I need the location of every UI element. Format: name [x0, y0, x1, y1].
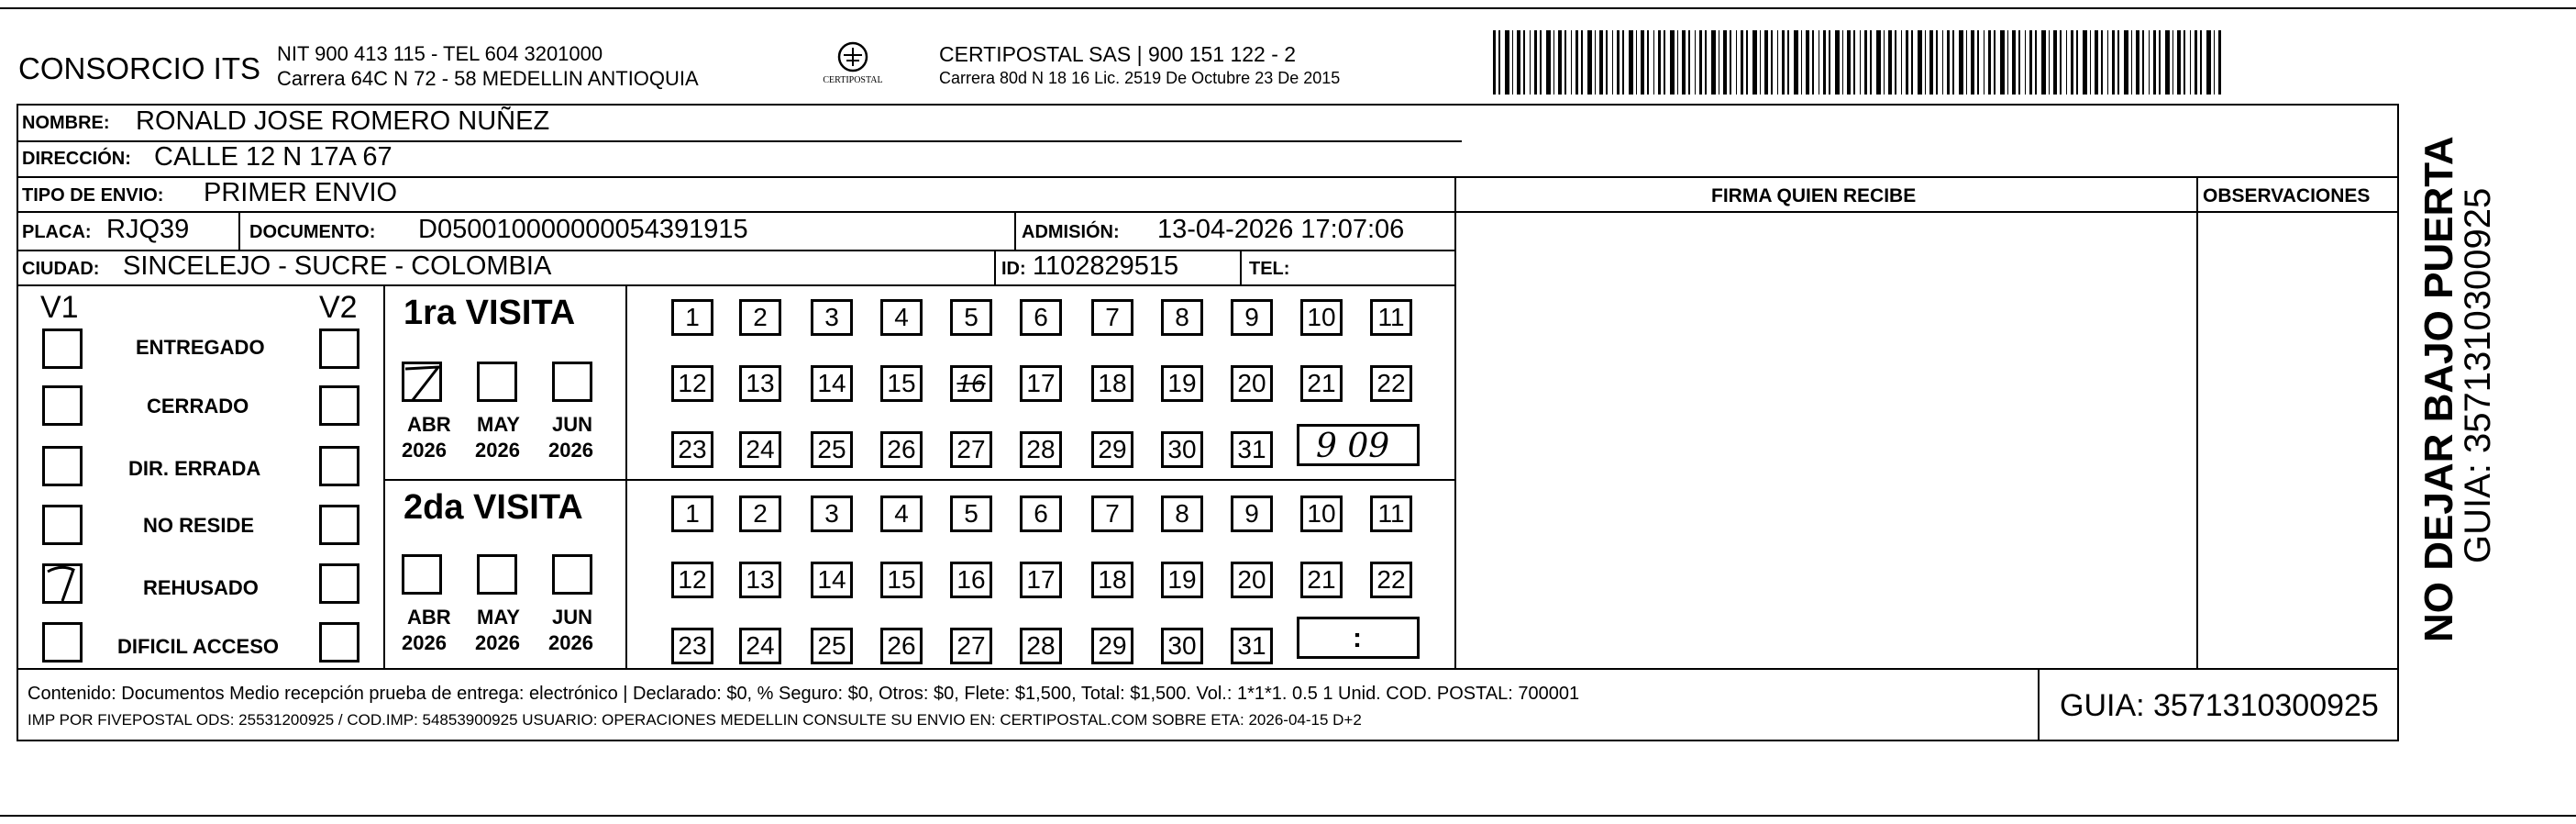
admission-date: 13-04-2026 17:07:06 — [1157, 215, 1405, 244]
v2-checkbox-rehusado[interactable] — [319, 563, 359, 604]
observations-header: OBSERVACIONES — [2203, 185, 2371, 206]
visit2-day-2[interactable]: 2 — [739, 496, 781, 532]
carrier-name: CERTIPOSTAL SAS | 900 151 122 - 2 — [939, 42, 1297, 66]
visit2-time: : — [1353, 623, 1362, 653]
city: SINCELEJO - SUCRE - COLOMBIA — [123, 251, 552, 281]
visit1-day-5[interactable]: 5 — [950, 299, 992, 336]
visit1-time: 9 09 — [1316, 428, 1390, 465]
status-label-dificil-acceso: DIFICIL ACCESO — [117, 635, 280, 658]
v1-checkbox-entregado[interactable] — [42, 328, 83, 369]
document-number: D050010000000054391915 — [418, 215, 748, 244]
visit1-month-abr-checkbox[interactable] — [402, 362, 442, 402]
visit1-day-25[interactable]: 25 — [811, 431, 853, 468]
visit2-day-9[interactable]: 9 — [1231, 496, 1273, 532]
side-guia: GUIA: 3571310300925 — [2458, 187, 2498, 563]
row-line — [17, 284, 1456, 286]
visit1-day-10[interactable]: 10 — [1300, 299, 1343, 336]
visit1-day-4[interactable]: 4 — [880, 299, 923, 336]
visit1-day-3[interactable]: 3 — [811, 299, 853, 336]
bottom-rule — [0, 815, 2576, 817]
visit2-month-abr-checkbox[interactable] — [402, 554, 442, 595]
status-label-no-reside: NO RESIDE — [143, 514, 255, 537]
visit1-day-22[interactable]: 22 — [1370, 365, 1412, 402]
visit2-day-18[interactable]: 18 — [1091, 562, 1133, 598]
recipient-name: RONALD JOSE ROMERO NUÑEZ — [136, 106, 550, 136]
name-label: NOMBRE: — [22, 113, 110, 133]
visit2-day-20[interactable]: 20 — [1231, 562, 1273, 598]
visit1-year-jun: 2026 — [548, 439, 593, 462]
visit1-day-14[interactable]: 14 — [811, 365, 853, 402]
visit2-month-may-checkbox[interactable] — [477, 554, 517, 595]
visit1-day-17[interactable]: 17 — [1020, 365, 1062, 402]
visit2-day-19[interactable]: 19 — [1161, 562, 1203, 598]
address-label: DIRECCIÓN: — [22, 149, 131, 169]
visit2-day-11[interactable]: 11 — [1370, 496, 1412, 532]
visit1-day-24[interactable]: 24 — [739, 431, 781, 468]
visit1-title: 1ra VISITA — [404, 294, 576, 332]
certipostal-logo — [816, 40, 890, 94]
handwritten-mark-icon — [42, 561, 79, 601]
visit2-month-jun-checkbox[interactable] — [552, 554, 592, 595]
plate-label: PLACA: — [22, 222, 92, 242]
visit1-month-jun-checkbox[interactable] — [552, 362, 592, 402]
footer-line2: IMP POR FIVEPOSTAL ODS: 25531200925 / COD.IMP: 54853900925 USUARIO: OPERACIONES MEDELLIN CONSULTE SU ENVIO EN: CERTIPOSTAL.COM SOBRE ETA: 2026-04-15 D+2 — [28, 711, 1362, 729]
visit1-day-8[interactable]: 8 — [1161, 299, 1203, 336]
visit1-day-21[interactable]: 21 — [1300, 365, 1343, 402]
visit2-year-abr: 2026 — [402, 631, 447, 654]
visit1-day-30[interactable]: 30 — [1161, 431, 1203, 468]
visit2-day-31[interactable]: 31 — [1231, 628, 1273, 664]
visit2-day-25[interactable]: 25 — [811, 628, 853, 664]
status-label-entregado: ENTREGADO — [136, 336, 265, 359]
visit1-year-abr: 2026 — [402, 439, 447, 462]
visit1-day-19[interactable]: 19 — [1161, 365, 1203, 402]
company-name: CONSORCIO ITS — [18, 51, 261, 85]
visit2-day-15[interactable]: 15 — [880, 562, 923, 598]
side-warning: NO DEJAR BAJO PUERTA — [2416, 136, 2461, 642]
visit2-day-30[interactable]: 30 — [1161, 628, 1203, 664]
visit1-day-31[interactable]: 31 — [1231, 431, 1273, 468]
status-label-rehusado: REHUSADO — [143, 576, 259, 599]
visit2-year-jun: 2026 — [548, 631, 593, 654]
signature-col-left — [1454, 176, 1456, 668]
visit2-day-16[interactable]: 16 — [950, 562, 992, 598]
svg-text:CERTIPOSTAL: CERTIPOSTAL — [823, 75, 883, 85]
v2-checkbox-dir-errada[interactable] — [319, 446, 359, 486]
visit1-day-9[interactable]: 9 — [1231, 299, 1273, 336]
recipient-address: CALLE 12 N 17A 67 — [154, 142, 392, 172]
handwritten-check-icon — [402, 362, 442, 402]
admission-label: ADMISIÓN: — [1022, 222, 1120, 242]
visit2-day-6[interactable]: 6 — [1020, 496, 1062, 532]
visit2-day-10[interactable]: 10 — [1300, 496, 1343, 532]
visit1-month-abr: ABR — [407, 413, 451, 436]
top-rule — [0, 7, 2576, 9]
v1-checkbox-dificil-acceso[interactable] — [42, 622, 83, 663]
visit1-day-18[interactable]: 18 — [1091, 365, 1133, 402]
v1-checkbox-cerrado[interactable] — [42, 385, 83, 426]
v1-checkbox-no-reside[interactable] — [42, 505, 83, 545]
visit1-year-may: 2026 — [475, 439, 520, 462]
visit1-day-29[interactable]: 29 — [1091, 431, 1133, 468]
status-label-dir-errada: DIR. ERRADA — [128, 457, 261, 480]
v2-checkbox-dificil-acceso[interactable] — [319, 622, 359, 663]
visit2-day-24[interactable]: 24 — [739, 628, 781, 664]
visit1-day-27[interactable]: 27 — [950, 431, 992, 468]
company-address: Carrera 64C N 72 - 58 MEDELLIN ANTIOQUIA — [277, 67, 699, 90]
shipping-type: PRIMER ENVIO — [204, 178, 398, 207]
carrier-address: Carrera 80d N 18 16 Lic. 2519 De Octubre 23 De 2015 — [939, 69, 1341, 87]
visit1-day-2[interactable]: 2 — [739, 299, 781, 336]
barcode — [1493, 30, 2221, 95]
visit1-day-28[interactable]: 28 — [1020, 431, 1062, 468]
visit1-day-26[interactable]: 26 — [880, 431, 923, 468]
visit2-day-21[interactable]: 21 — [1300, 562, 1343, 598]
visit2-day-5[interactable]: 5 — [950, 496, 992, 532]
visit1-day-6[interactable]: 6 — [1020, 299, 1062, 336]
visit2-year-may: 2026 — [475, 631, 520, 654]
v1-checkbox-rehusado[interactable] — [42, 563, 83, 604]
shipping-type-label: TIPO DE ENVIO: — [22, 185, 164, 206]
visit1-day-7[interactable]: 7 — [1091, 299, 1133, 336]
visit2-day-26[interactable]: 26 — [880, 628, 923, 664]
city-label: CIUDAD: — [22, 259, 100, 279]
visit2-day-13[interactable]: 13 — [739, 562, 781, 598]
v2-checkbox-cerrado[interactable] — [319, 385, 359, 426]
visit1-day-11[interactable]: 11 — [1370, 299, 1412, 336]
visit2-day-7[interactable]: 7 — [1091, 496, 1133, 532]
visit2-day-22[interactable]: 22 — [1370, 562, 1412, 598]
visit2-day-1[interactable]: 1 — [671, 496, 713, 532]
v2-checkbox-entregado[interactable] — [319, 328, 359, 369]
month-divider — [625, 284, 627, 668]
visit2-day-12[interactable]: 12 — [671, 562, 713, 598]
cell-divider — [1014, 211, 1016, 250]
visit1-month-may: MAY — [477, 413, 520, 436]
v2-checkbox-no-reside[interactable] — [319, 505, 359, 545]
visit1-day-20[interactable]: 20 — [1231, 365, 1273, 402]
id-label: ID: — [1001, 259, 1026, 279]
tel-label: TEL: — [1249, 259, 1290, 279]
cell-divider — [1240, 250, 1242, 284]
v1-header: V1 — [40, 290, 79, 325]
visit2-day-28[interactable]: 28 — [1020, 628, 1062, 664]
visit1-month-jun: JUN — [552, 413, 593, 436]
visit1-day-1[interactable]: 1 — [671, 299, 713, 336]
visit1-day-15[interactable]: 15 — [880, 365, 923, 402]
signature-header: FIRMA QUIEN RECIBE — [1711, 185, 1917, 206]
visit2-month-abr: ABR — [407, 606, 451, 629]
footer-divider — [2038, 668, 2040, 741]
visit1-day-12[interactable]: 12 — [671, 365, 713, 402]
visit2-day-17[interactable]: 17 — [1020, 562, 1062, 598]
document-label: DOCUMENTO: — [249, 222, 376, 242]
visit1-month-may-checkbox[interactable] — [477, 362, 517, 402]
visit2-day-29[interactable]: 29 — [1091, 628, 1133, 664]
visit2-day-4[interactable]: 4 — [880, 496, 923, 532]
visit1-day-16[interactable]: 16 — [950, 365, 992, 402]
v1-checkbox-dir-errada[interactable] — [42, 446, 83, 486]
company-nit: NIT 900 413 115 - TEL 604 3201000 — [277, 42, 603, 65]
visit1-day-23[interactable]: 23 — [671, 431, 713, 468]
visit2-day-3[interactable]: 3 — [811, 496, 853, 532]
row-line — [17, 211, 2399, 213]
status-label-cerrado: CERRADO — [147, 395, 249, 418]
v2-header: V2 — [319, 290, 358, 325]
visit2-month-jun: JUN — [552, 606, 593, 629]
row-line — [17, 668, 2399, 670]
visit2-day-27[interactable]: 27 — [950, 628, 992, 664]
visit2-title: 2da VISITA — [404, 488, 583, 527]
cell-divider — [238, 211, 240, 250]
visit2-time-box[interactable] — [1297, 617, 1420, 659]
id-number: 1102829515 — [1033, 251, 1179, 281]
plate: RJQ39 — [106, 215, 190, 244]
visit1-day-13[interactable]: 13 — [739, 365, 781, 402]
visit1-time-box[interactable] — [1297, 424, 1420, 466]
status-divider — [383, 284, 385, 668]
footer-line1: Contenido: Documentos Medio recepción prueba de entrega: electrónico | Declarado: $0, % Seguro: $0, Otros: $0, Flete: $1,500, Total: $1,500. Vol.: 1*1*1. 0.5 1 Unid. COD. POSTAL: 700001 — [28, 684, 1580, 704]
cell-divider — [994, 250, 996, 284]
observations-col-left — [2196, 176, 2198, 668]
visit2-day-23[interactable]: 23 — [671, 628, 713, 664]
footer-guia: GUIA: 3571310300925 — [2060, 688, 2379, 723]
visit-divider — [383, 479, 1454, 481]
visit2-day-14[interactable]: 14 — [811, 562, 853, 598]
visit2-month-may: MAY — [477, 606, 520, 629]
visit2-day-8[interactable]: 8 — [1161, 496, 1203, 532]
